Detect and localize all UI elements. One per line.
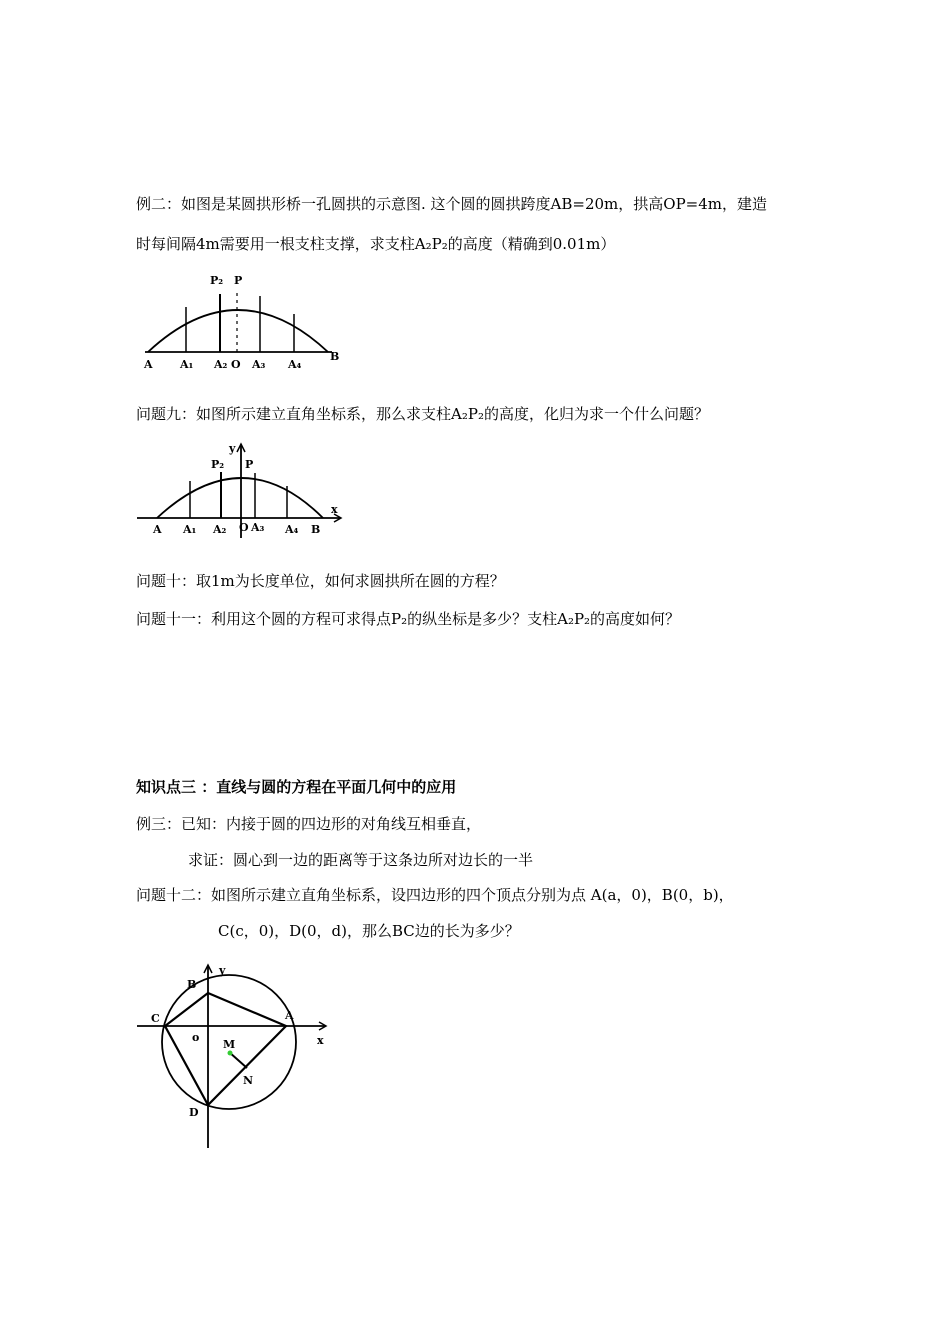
label-x: x bbox=[331, 503, 338, 516]
arch-curve bbox=[148, 310, 328, 352]
arch-coordinate-figure bbox=[135, 440, 345, 540]
question12-line1: 问题十二：如图所示建立直角坐标系，设四边形的四个顶点分别为点 A(a，0)，B(0，b)， bbox=[136, 886, 734, 904]
question12-line2: C(c，0)，D(0，d)，那么BC边的长为多少？ bbox=[218, 922, 520, 940]
label-A4: A₄ bbox=[285, 523, 299, 536]
label-O: O bbox=[239, 521, 249, 534]
label-B: B bbox=[330, 350, 340, 363]
example2-line1: 例二：如图是某圆拱形桥一孔圆拱的示意图. 这个圆的圆拱跨度AB=20m，拱高OP=4m，建造 bbox=[136, 195, 767, 213]
circle-quadrilateral-figure bbox=[135, 960, 345, 1150]
label-A4: A₄ bbox=[288, 358, 302, 371]
label-A: A bbox=[144, 358, 153, 371]
label-A2: A₂ bbox=[214, 358, 228, 371]
label-y: y bbox=[229, 442, 236, 455]
label-x: x bbox=[317, 1034, 324, 1047]
label-B: B bbox=[187, 978, 197, 991]
label-D: D bbox=[189, 1106, 199, 1119]
label-B: B bbox=[311, 523, 321, 536]
example3: 例三：已知：内接于圆的四边形的对角线互相垂直， bbox=[136, 815, 482, 833]
label-M: M bbox=[223, 1038, 236, 1051]
question9: 问题九：如图所示建立直角坐标系，那么求支柱A₂P₂的高度，化归为求一个什么问题？ bbox=[136, 405, 709, 423]
label-A2: A₂ bbox=[213, 523, 227, 536]
question11: 问题十一：利用这个圆的方程可求得点P₂的纵坐标是多少？支柱A₂P₂的高度如何？ bbox=[136, 610, 681, 628]
label-A: A bbox=[153, 523, 162, 536]
label-P: P bbox=[245, 458, 254, 471]
question10: 问题十：取1m为长度单位，如何求圆拱所在圆的方程？ bbox=[136, 572, 505, 590]
label-P2: P₂ bbox=[211, 458, 225, 471]
arch-bridge-figure bbox=[140, 272, 340, 372]
label-o: o bbox=[192, 1031, 200, 1044]
example3-prove: 求证：圆心到一边的距离等于这条边所对边长的一半 bbox=[188, 851, 534, 869]
label-C: C bbox=[151, 1012, 160, 1025]
label-N: N bbox=[243, 1074, 254, 1087]
label-A3: A₃ bbox=[252, 358, 266, 371]
label-A3: A₃ bbox=[251, 521, 265, 534]
label-A1: A₁ bbox=[183, 523, 197, 536]
label-y: y bbox=[219, 964, 226, 977]
label-A: A bbox=[285, 1009, 294, 1022]
example2-line2: 时每间隔4m需要用一根支柱支撑，求支柱A₂P₂的高度（精确到0.01m） bbox=[136, 235, 616, 253]
point-M bbox=[228, 1051, 233, 1056]
section3-heading: 知识点三 ：直线与圆的方程在平面几何中的应用 bbox=[136, 778, 457, 796]
arch-curve bbox=[157, 478, 323, 518]
label-A1: A₁ bbox=[180, 358, 194, 371]
label-O: O bbox=[231, 358, 241, 371]
label-P2: P₂ bbox=[210, 274, 224, 287]
label-P: P bbox=[234, 274, 243, 287]
